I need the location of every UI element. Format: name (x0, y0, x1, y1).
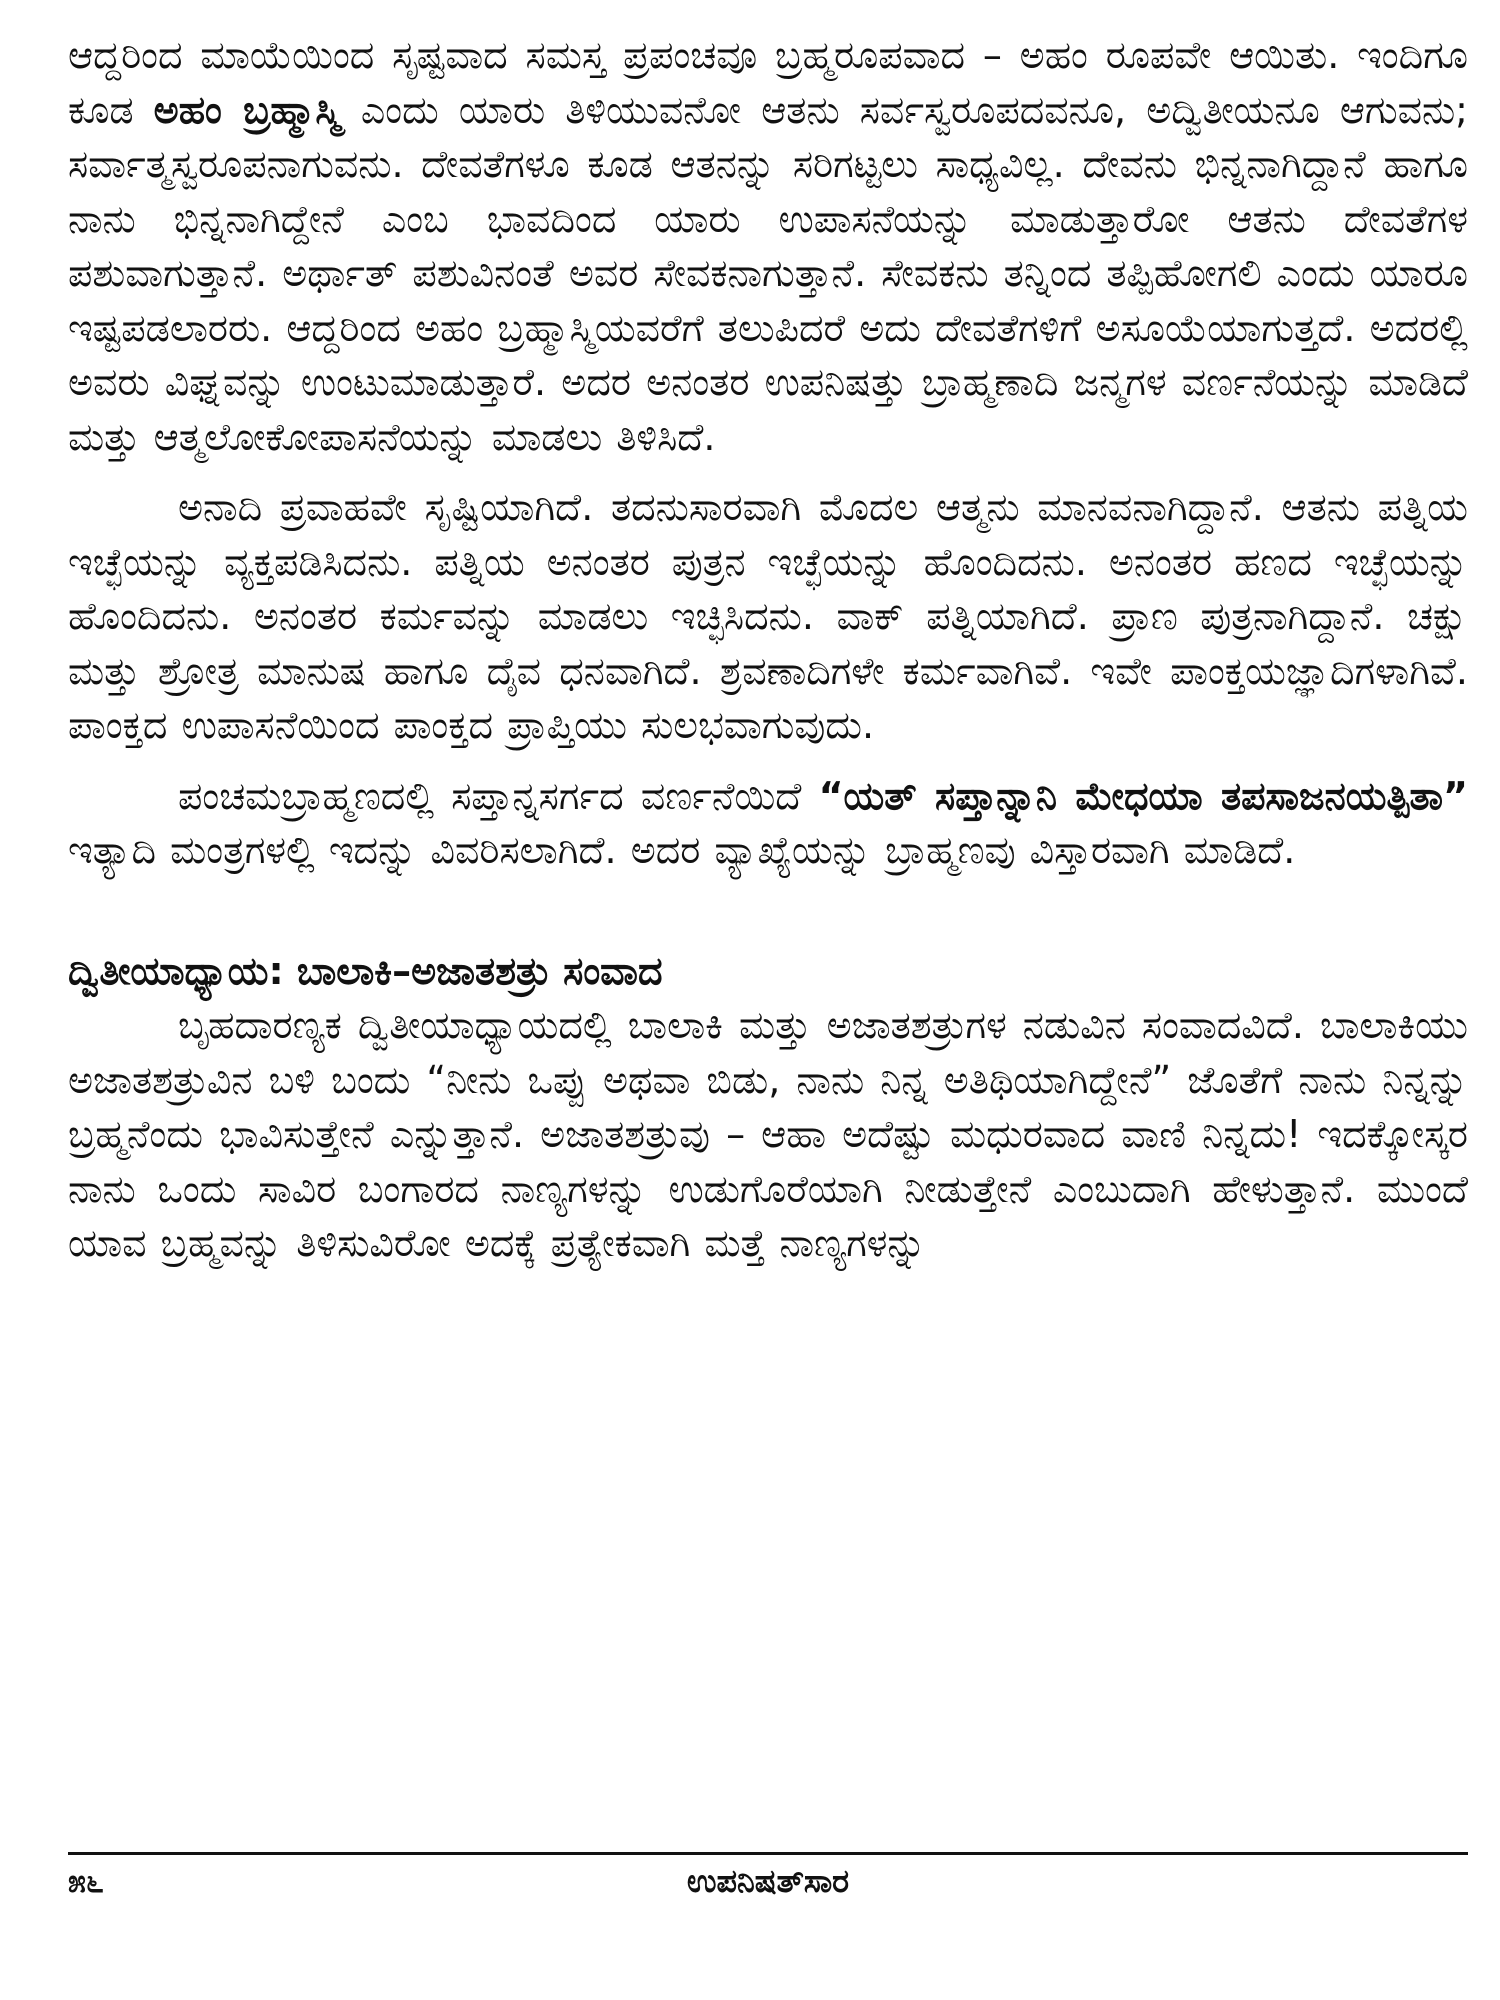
paragraph-1-bold-phrase: ಅಹಂ ಬ್ರಹ್ಮಾಸ್ಮಿ (153, 87, 341, 132)
paragraph-4: ಬೃಹದಾರಣ್ಯಕ ದ್ವಿತೀಯಾಧ್ಯಾಯದಲ್ಲಿ ಬಾಲಾಕಿ ಮತ್ತು ಅಜಾತಶತ್ರುಗಳ ನಡುವಿನ ಸಂವಾದವಿದೆ. ಬಾಲಾಕಿಯು ಅಜಾತಶತ್ರುವಿನ ಬಳಿ ಬಂದು “ನೀನು ಒಪ್ಪು ಅಥವಾ ಬಿಡು, ನಾನು ನಿನ್ನ ಅತಿಥಿಯಾಗಿದ್ದೇನೆ” ಜೊತೆಗೆ ನಾನು ನಿನ್ನನ್ನು ಬ್ರಹ್ಮನೆಂದು ಭಾವಿಸುತ್ತೇನೆ ಎನ್ನುತ್ತಾನೆ. ಅಜಾತಶತ್ರುವು – ಆಹಾ ಅದೆಷ್ಟು ಮಧುರವಾದ ವಾಣಿ ನಿನ್ನದು! ಇದಕ್ಕೋಸ್ಕರ ನಾನು ಒಂದು ಸಾವಿರ ಬಂಗಾರದ ನಾಣ್ಯಗಳನ್ನು ಉಡುಗೊರೆಯಾಗಿ ನೀಡುತ್ತೇನೆ ಎಂಬುದಾಗಿ ಹೇಳುತ್ತಾನೆ. ಮುಂದೆ ಯಾವ ಬ್ರಹ್ಮವನ್ನು ತಿಳಿಸುವಿರೋ ಅದಕ್ಕೆ ಪ್ರತ್ಯೇಕವಾಗಿ ಮತ್ತೆ ನಾಣ್ಯಗಳನ್ನು (68, 1003, 1468, 1265)
page-body (68, 28, 1468, 1271)
running-title: ಉಪನಿಷತ್‌ಸಾರ (686, 1862, 850, 1900)
section-heading: ದ್ವಿತೀಯಾಧ್ಯಾಯ: ಬಾಲಾಕಿ–ಅಜಾತಶತ್ರು ಸಂವಾದ (68, 948, 663, 993)
paragraph-1-text-a: ಆದ್ದರಿಂದ ಮಾಯೆಯಿಂದ ಸೃಷ್ಟವಾದ ಸಮಸ್ತ ಪ್ರಪಂಚವೂ ಬ್ರಹ್ಮರೂಪವಾದ – ಅಹಂ ರೂಪವೇ ಆಯಿತು. ಇಂದಿಗೂ ಕೂಡ (68, 33, 1468, 132)
paragraph-1-text-b: ಎಂದು ಯಾರು ತಿಳಿಯುವನೋ ಆತನು ಸರ್ವಸ್ವರೂಪದವನೂ, ಅದ್ವಿತೀಯನೂ ಆಗುವನು; ಸರ್ವಾತ್ಮಸ್ವರೂಪನಾಗುವನು. ದೇವತೆಗಳೂ ಕೂಡ ಆತನನ್ನು ಸರಿಗಟ್ಟಲು ಸಾಧ್ಯವಿಲ್ಲ. ದೇವನು ಭಿನ್ನನಾಗಿದ್ದಾನೆ ಹಾಗೂ ನಾನು ಭಿನ್ನನಾಗಿದ್ದೇನೆ ಎಂಬ ಭಾವದಿಂದ ಯಾರು ಉಪಾಸನೆಯನ್ನು ಮಾಡುತ್ತಾರೋ ಆತನು ದೇವತೆಗಳ ಪಶುವಾಗುತ್ತಾನೆ. ಅರ್ಥಾತ್ ಪಶುವಿನಂತೆ ಅವರ ಸೇವಕನಾಗುತ್ತಾನೆ. ಸೇವಕನು ತನ್ನಿಂದ ತಪ್ಪಿಹೋಗಲಿ ಎಂದು ಯಾರೂ ಇಷ್ಟಪಡಲಾರರು. ಆದ್ದರಿಂದ ಅಹಂ ಬ್ರಹ್ಮಾಸ್ಮಿಯವರೆಗೆ ತಲುಪಿದರೆ ಅದು ದೇವತೆಗಳಿಗೆ ಅಸೂಯೆಯಾಗುತ್ತದೆ. ಅದರಲ್ಲಿ ಅವರು ವಿಘ್ನವನ್ನು ಉಂಟುಮಾಡುತ್ತಾರೆ. ಅದರ ಅನಂತರ ಉಪನಿಷತ್ತು ಬ್ರಾಹ್ಮಣಾದಿ ಜನ್ಮಗಳ ವರ್ಣನೆಯನ್ನು ಮಾಡಿದೆ ಮತ್ತು ಆತ್ಮಲೋಕೋಪಾಸನೆಯನ್ನು ಮಾಡಲು ತಿಳಿಸಿದೆ. (68, 87, 1468, 459)
paragraph-2: ಅನಾದಿ ಪ್ರವಾಹವೇ ಸೃಷ್ಟಿಯಾಗಿದೆ. ತದನುಸಾರವಾಗಿ ಮೊದಲ ಆತ್ಮನು ಮಾನವನಾಗಿದ್ದಾನೆ. ಆತನು ಪತ್ನಿಯ ಇಚ್ಛೆಯನ್ನು ವ್ಯಕ್ತಪಡಿಸಿದನು. ಪತ್ನಿಯ ಅನಂತರ ಪುತ್ರನ ಇಚ್ಛೆಯನ್ನು ಹೊಂದಿದನು. ಅನಂತರ ಹಣದ ಇಚ್ಛೆಯನ್ನು ಹೊಂದಿದನು. ಅನಂತರ ಕರ್ಮವನ್ನು ಮಾಡಲು ಇಚ್ಛಿಸಿದನು. ವಾಕ್ ಪತ್ನಿಯಾಗಿದೆ. ಪ್ರಾಣ ಪುತ್ರನಾಗಿದ್ದಾನೆ. ಚಕ್ಷು ಮತ್ತು ಶ್ರೋತ್ರ ಮಾನುಷ ಹಾಗೂ ದೈವ ಧನವಾಗಿದೆ. ಶ್ರವಣಾದಿಗಳೇ ಕರ್ಮವಾಗಿವೆ. ಇವೇ ಪಾಂಕ್ತಯಜ್ಞಾದಿಗಳಾಗಿವೆ. ಪಾಂಕ್ತದ ಉಪಾಸನೆಯಿಂದ ಪಾಂಕ್ತದ ಪ್ರಾಪ್ತಿಯು ಸುಲಭವಾಗುವುದು. (68, 485, 1468, 747)
paragraph-3 (68, 769, 1468, 878)
paragraph-3-text-a: ಪಂಚಮಬ್ರಾಹ್ಮಣದಲ್ಲಿ ಸಪ್ತಾನ್ನಸರ್ಗದ ವರ್ಣನೆಯಿದೆ (178, 773, 819, 818)
page-number: ೫೬ (68, 1862, 104, 1900)
footer-divider (68, 1852, 1468, 1855)
paragraph-3-quoted-mantra: “ಯತ್ ಸಪ್ತಾನ್ನಾನಿ ಮೇಧಯಾ ತಪಸಾಜನಯತ್ಪಿತಾ” (818, 773, 1468, 818)
page-footer (68, 1862, 1468, 1912)
paragraph-1 (68, 28, 1468, 464)
paragraph-3-text-b: ಇತ್ಯಾದಿ ಮಂತ್ರಗಳಲ್ಲಿ ಇದನ್ನು ವಿವರಿಸಲಾಗಿದೆ. ಅದರ ವ್ಯಾಖ್ಯೆಯನ್ನು ಬ್ರಾಹ್ಮಣವು ವಿಸ್ತಾರವಾಗಿ ಮಾಡಿದೆ. (68, 828, 1296, 872)
